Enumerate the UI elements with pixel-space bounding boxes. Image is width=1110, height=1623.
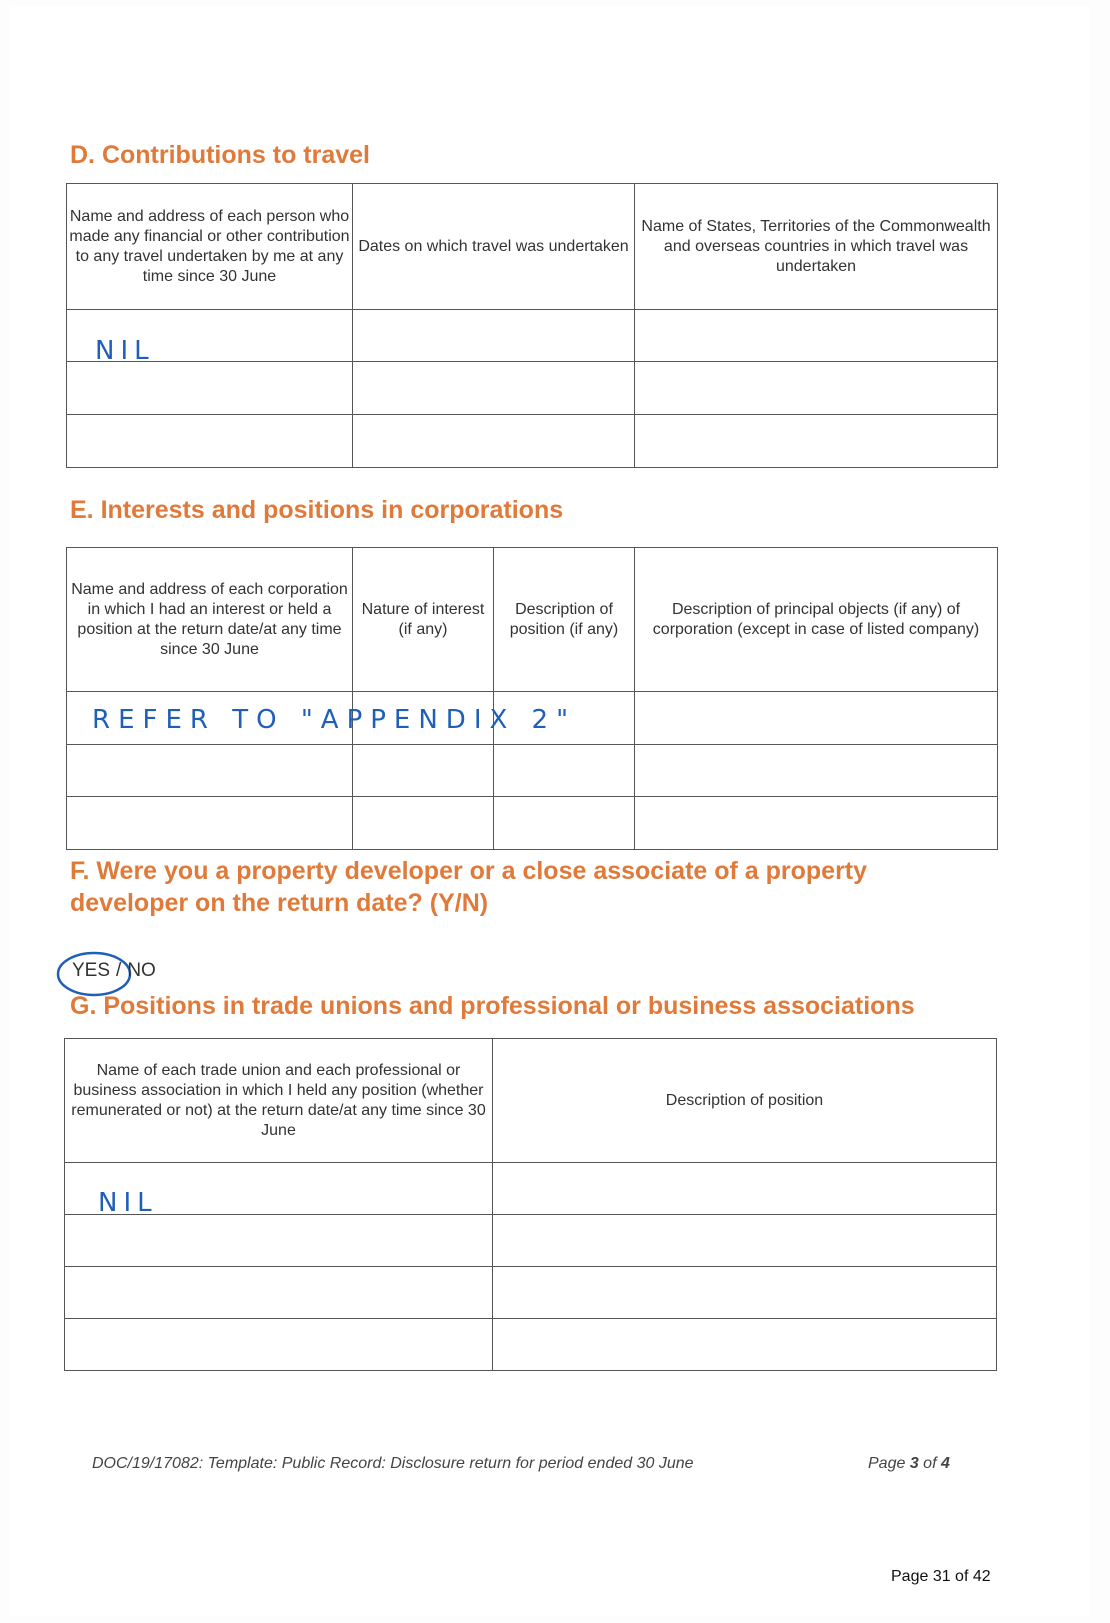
table-cell[interactable] [67, 797, 353, 850]
slash-separator: / [116, 960, 122, 981]
table-cell[interactable] [353, 745, 494, 797]
no-option[interactable]: NO [127, 960, 156, 981]
table-cell[interactable] [635, 310, 998, 362]
template-reference: DOC/19/17082: Template: Public Record: Disclosure return for period ended 30 June [92, 1455, 694, 1472]
table-cell[interactable] [353, 797, 494, 850]
header-contributor: Name and address of each person who made any financial or other contribution to any travel undertaken by me at any time since 30 June [67, 184, 353, 310]
header-travel-dates: Dates on which travel was undertaken [353, 184, 635, 310]
handwritten-nil-d: NIL [95, 336, 155, 366]
table-cell[interactable] [353, 362, 635, 415]
page-prefix: Page [868, 1455, 910, 1472]
table-cell[interactable] [353, 310, 635, 362]
table-cell[interactable] [493, 1267, 997, 1319]
page-of: of [918, 1455, 941, 1472]
header-corporation: Name and address of each corporation in which I had an interest or held a position at the return date/at any time since 30 June [67, 548, 353, 692]
section-d-heading: D. Contributions to travel [70, 141, 370, 169]
table-cell[interactable] [67, 415, 353, 468]
page-current: 3 [909, 1455, 919, 1472]
yes-option[interactable]: YES [72, 960, 111, 981]
page-total: 4 [940, 1455, 950, 1472]
section-e-heading: E. Interests and positions in corporations [70, 496, 564, 524]
table-cell[interactable] [635, 362, 998, 415]
table-cell[interactable] [635, 692, 998, 745]
corporations-table [66, 547, 998, 850]
form-page-number [868, 1455, 950, 1473]
section-g-heading: G. Positions in trade unions and professional or business associations [70, 992, 915, 1020]
trade-unions-table [64, 1038, 997, 1371]
table-cell[interactable] [494, 745, 635, 797]
table-cell[interactable] [493, 1215, 997, 1267]
table-cell[interactable] [65, 1215, 493, 1267]
table-cell[interactable] [65, 1319, 493, 1371]
header-principal-objects: Description of principal objects (if any) of corporation (except in case of listed company) [635, 548, 998, 692]
table-cell[interactable] [493, 1163, 997, 1215]
table-cell[interactable] [494, 797, 635, 850]
header-nature-of-interest: Nature of interest (if any) [353, 548, 494, 692]
table-cell[interactable] [635, 797, 998, 850]
header-travel-places: Name of States, Territories of the Commonwealth and overseas countries in which travel was undertaken [635, 184, 998, 310]
contributions-table [66, 183, 998, 468]
table-cell[interactable] [65, 1267, 493, 1319]
section-f-heading: F. Were you a property developer or a close associate of a property developer on the return date? (Y/N) [70, 857, 868, 917]
table-cell[interactable] [635, 415, 998, 468]
table-cell[interactable] [493, 1319, 997, 1371]
table-cell[interactable] [67, 362, 353, 415]
header-position: Description of position (if any) [494, 548, 635, 692]
table-cell[interactable] [635, 745, 998, 797]
handwritten-refer-appendix: REFER TO "APPENDIX 2" [92, 705, 577, 735]
table-cell[interactable] [353, 415, 635, 468]
pdf-page-counter: Page 31 of 42 [891, 1568, 991, 1585]
header-association: Name of each trade union and each professional or business association in which I held any position (whether remunerated or not) at the return date/at any time since 30 June [65, 1039, 493, 1163]
handwritten-nil-g: NIL [98, 1188, 158, 1218]
table-cell[interactable] [67, 745, 353, 797]
yes-no-answer [72, 960, 162, 982]
header-position-description: Description of position [493, 1039, 997, 1163]
